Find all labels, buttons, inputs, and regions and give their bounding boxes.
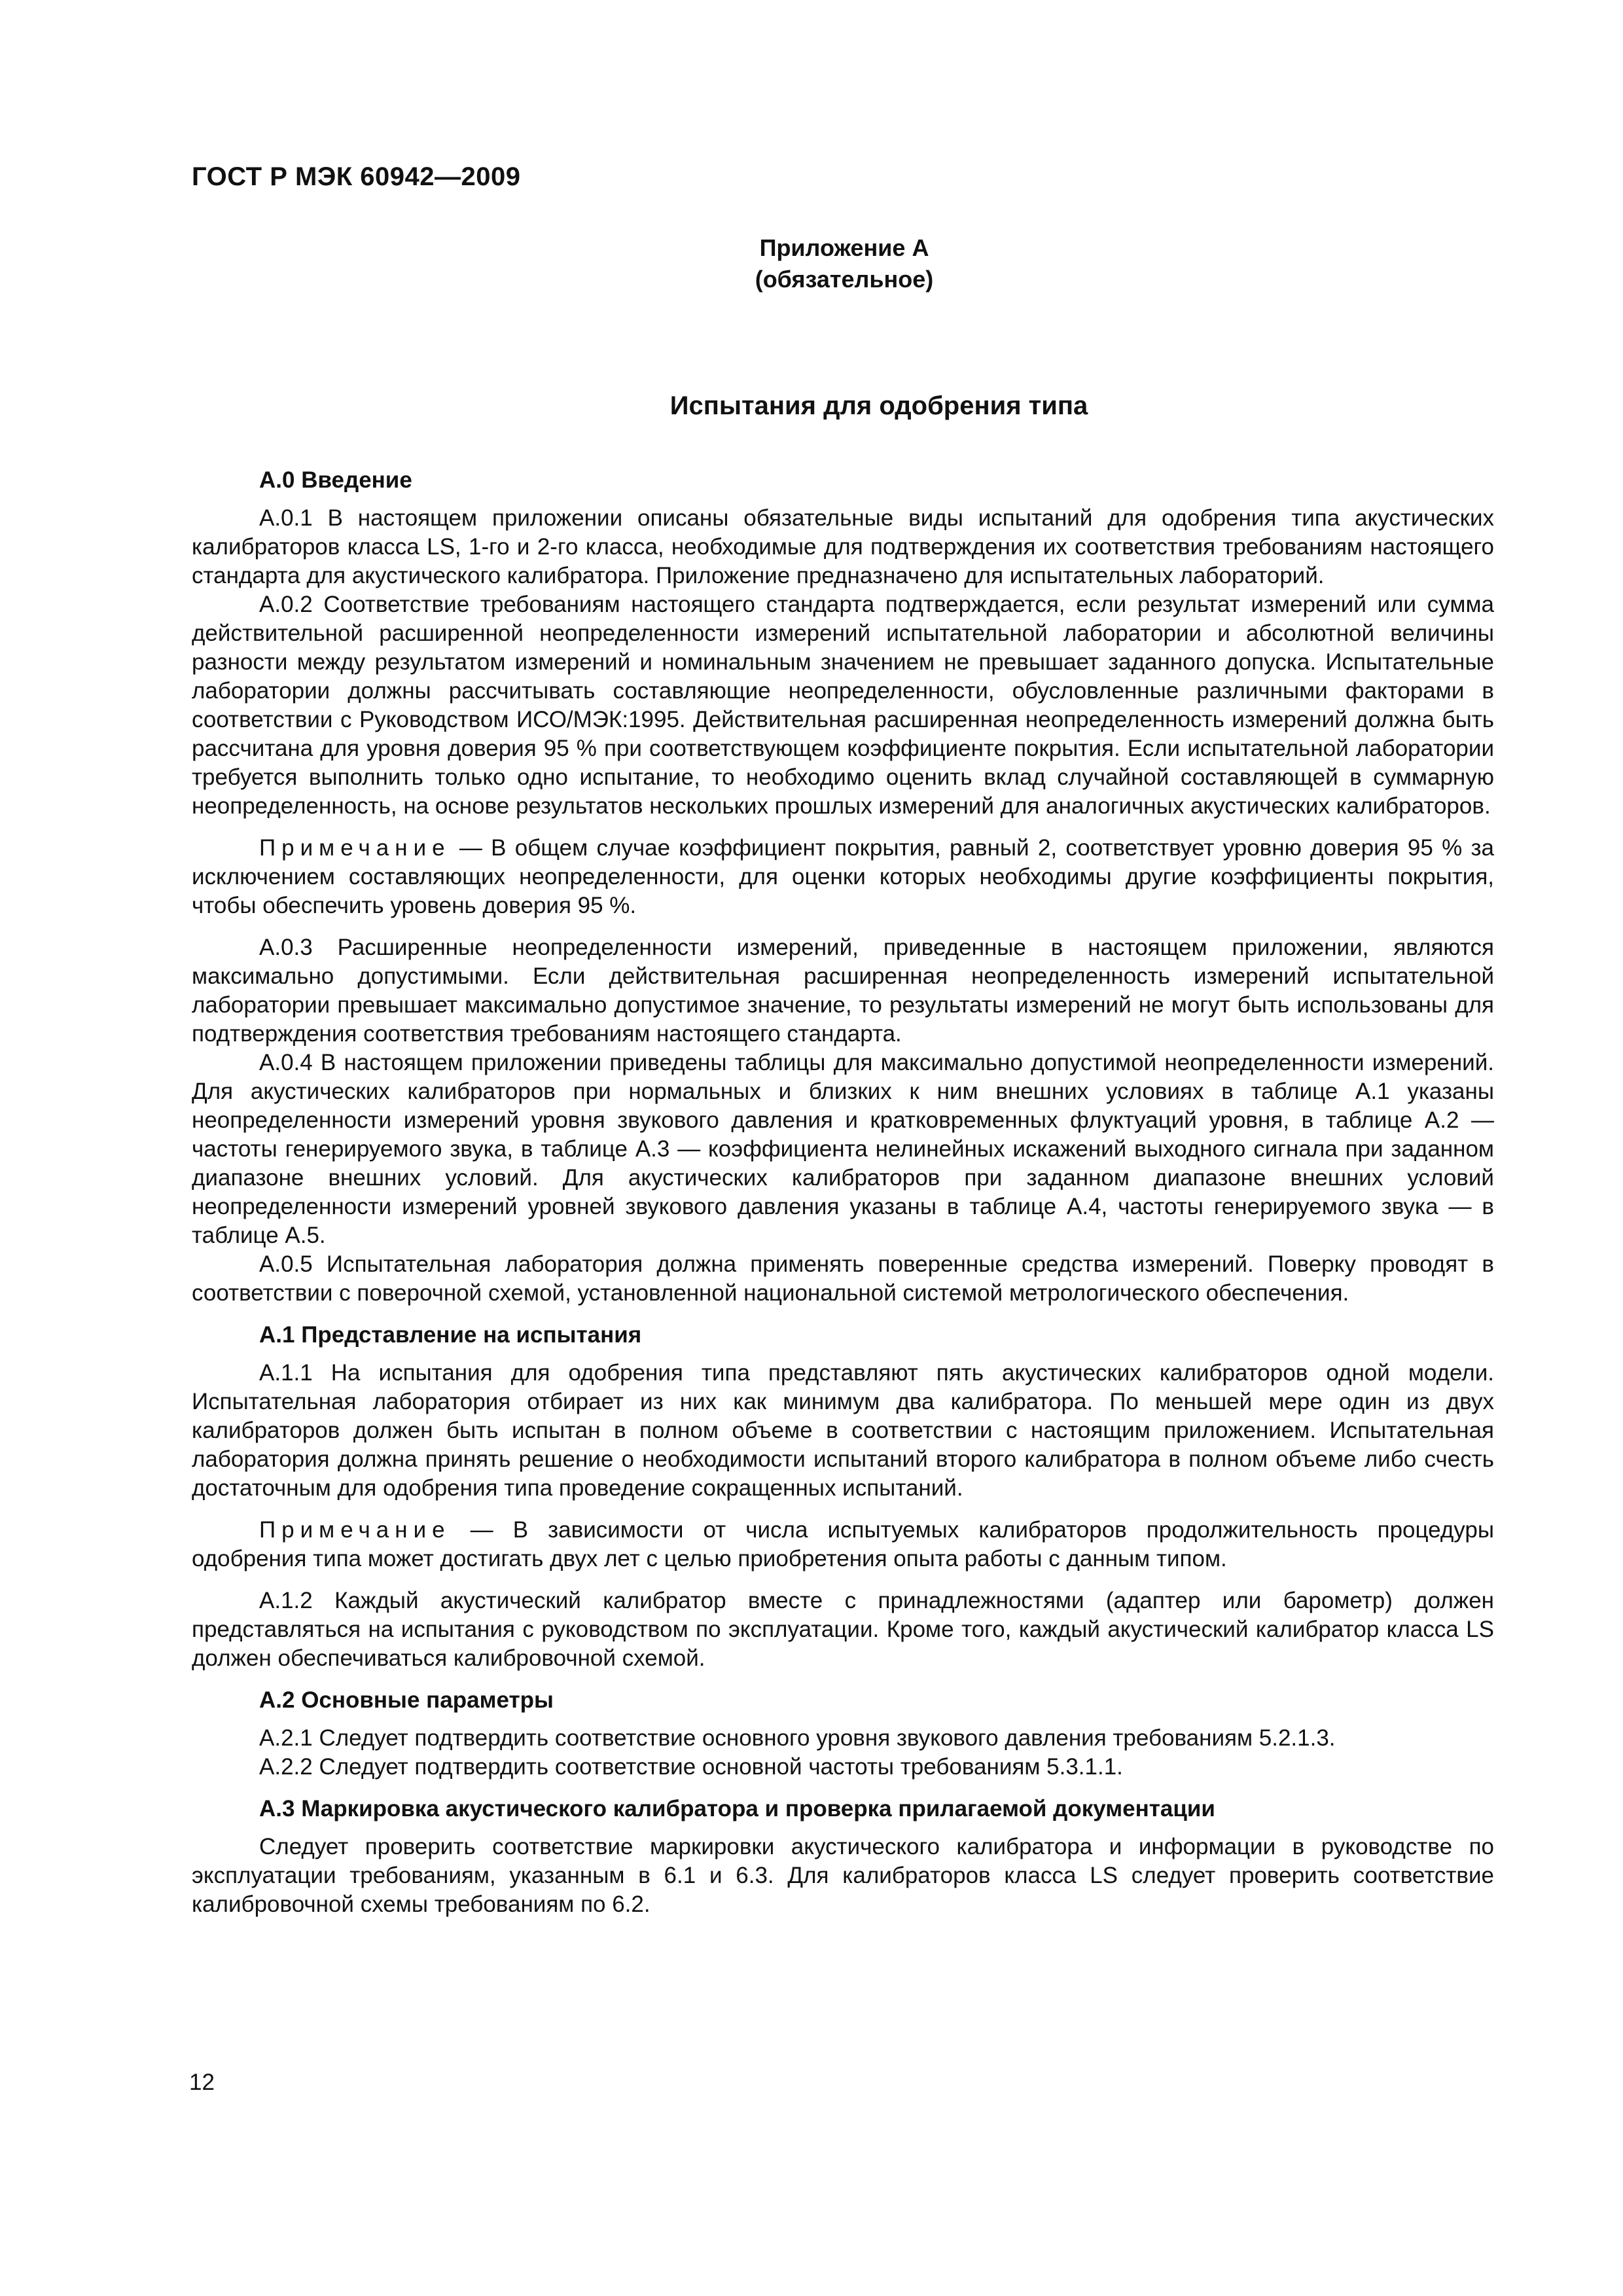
document-body — [192, 466, 1494, 1919]
note-a1 — [192, 1516, 1494, 1573]
section-heading-a3: А.3 Маркировка акустического калибратора и проверка прилагаемой документации — [259, 1796, 1215, 1821]
note-text: — В зависимости от числа испытуемых калибраторов продолжительность процедуры одобрения типа может достигать двух лет с целью приобретения опыта работы с данным типом. — [192, 1517, 1494, 1571]
document-header: ГОСТ Р МЭК 60942—2009 — [192, 162, 521, 191]
annex-title: Приложение А — [759, 234, 929, 261]
paragraph-a0-4: А.0.4 В настоящем приложении приведены таблицы для максимально допустимой неопределенности измерений. Для акустических калибраторов при нормальных и близких к ним внешних условиях в таблице А.1 указаны неопределенности измерений уровня звукового давления и кратковременных флуктуаций уровня, в таблице А.2 — частоты генерируемого звука, в таблице А.3 — коэффициента нелинейных искажений выходного сигнала при заданном диапазоне внешних условий. Для акустических калибраторов при заданном диапазоне внешних условий неопределенности измерений уровней звукового давления указаны в таблице А.4, частоты генерируемого звука — в таблице А.5. — [192, 1050, 1494, 1248]
note-label: Примечание — [259, 1517, 451, 1543]
paragraph-a3-1: Следует проверить соответствие маркировки акустического калибратора и информации в руководстве по эксплуатации требованиям, указанным в 6.1 и 6.3. Для калибраторов класса LS следует проверить соответствие калибровочной схемы требованиям по 6.2. — [192, 1834, 1494, 1917]
page-number: 12 — [189, 2070, 215, 2095]
note-label: Примечание — [259, 835, 451, 861]
section-heading-a0: А.0 Введение — [259, 467, 412, 493]
paragraph-a2-2: А.2.2 Следует подтвердить соответствие основной частоты требованиям 5.3.1.1. — [259, 1754, 1123, 1780]
note-a0 — [192, 834, 1494, 920]
note-text: — В общем случае коэффициент покрытия, равный 2, соответствует уровню доверия 95 % за исключением составляющих неопределенности, для оценки которых необходимы другие коэффициенты покрытия, чтобы обеспечить уровень доверия 95 %. — [192, 835, 1494, 918]
section-heading-a2: А.2 Основные параметры — [259, 1687, 554, 1713]
section-heading-a1: А.1 Представление на испытания — [259, 1322, 642, 1348]
paragraph-a1-1: А.1.1 На испытания для одобрения типа представляют пять акустических калибраторов одной модели. Испытательная лаборатория отбирает из них как минимум два калибратора. По меньшей мере один из двух калибраторов должен быть испытан в полном объеме в соответствии с настоящим приложением. Испытательная лаборатория должна принять решение о необходимости испытаний второго калибратора в полном объеме либо счесть достаточным для одобрения типа проведение сокращенных испытаний. — [192, 1360, 1494, 1501]
annex-subtitle: (обязательное) — [755, 266, 934, 293]
paragraph-a0-2: А.0.2 Соответствие требованиям настоящего стандарта подтверждается, если результат измерений или сумма действительной расширенной неопределенности измерений испытательной лаборатории и абсолютной величины разности между результатом измерений и номинальным значением не превышает заданного допуска. Испытательные лаборатории должны рассчитывать составляющие неопределенности, обусловленные различными факторами в соответствии с Руководством ИСО/МЭК:1995. Действительная расширенная неопределенность измерений должна быть рассчитана для уровня доверия 95 % при соответствующем коэффициенте покрытия. Если испытательной лаборатории требуется выполнить только одно испытание, то необходимо оценить вклад случайной составляющей в суммарную неопределенность, на основе результатов нескольких прошлых измерений для аналогичных акустических калибраторов. — [192, 592, 1494, 819]
paragraph-a2-1: А.2.1 Следует подтвердить соответствие основного уровня звукового давления требованиям 5.2.1.3. — [259, 1725, 1336, 1751]
paragraph-a0-3: А.0.3 Расширенные неопределенности измерений, приведенные в настоящем приложении, являются максимально допустимыми. Если действительная расширенная неопределенность измерений испытательной лаборатории превышает максимально допустимое значение, то результаты измерений не могут быть использованы для подтверждения соответствия требованиям настоящего стандарта. — [192, 935, 1494, 1047]
annex-main-title: Испытания для одобрения типа — [669, 391, 1088, 420]
paragraph-a0-1: А.0.1 В настоящем приложении описаны обязательные виды испытаний для одобрения типа акустических калибраторов класса LS, 1-го и 2-го класса, необходимые для подтверждения их соответствия требованиям настоящего стандарта для акустического калибратора. Приложение предназначено для испытательных лабораторий. — [192, 505, 1494, 588]
paragraph-a1-2: А.1.2 Каждый акустический калибратор вместе с принадлежностями (адаптер или барометр) должен представляться на испытания с руководством по эксплуатации. Кроме того, каждый акустический калибратор класса LS должен обеспечиваться калибровочной схемой. — [192, 1588, 1494, 1671]
paragraph-a0-5: А.0.5 Испытательная лаборатория должна применять поверенные средства измерений. Поверку проводят в соответствии с поверочной схемой, установленной национальной системой метрологического обеспечения. — [192, 1251, 1494, 1306]
